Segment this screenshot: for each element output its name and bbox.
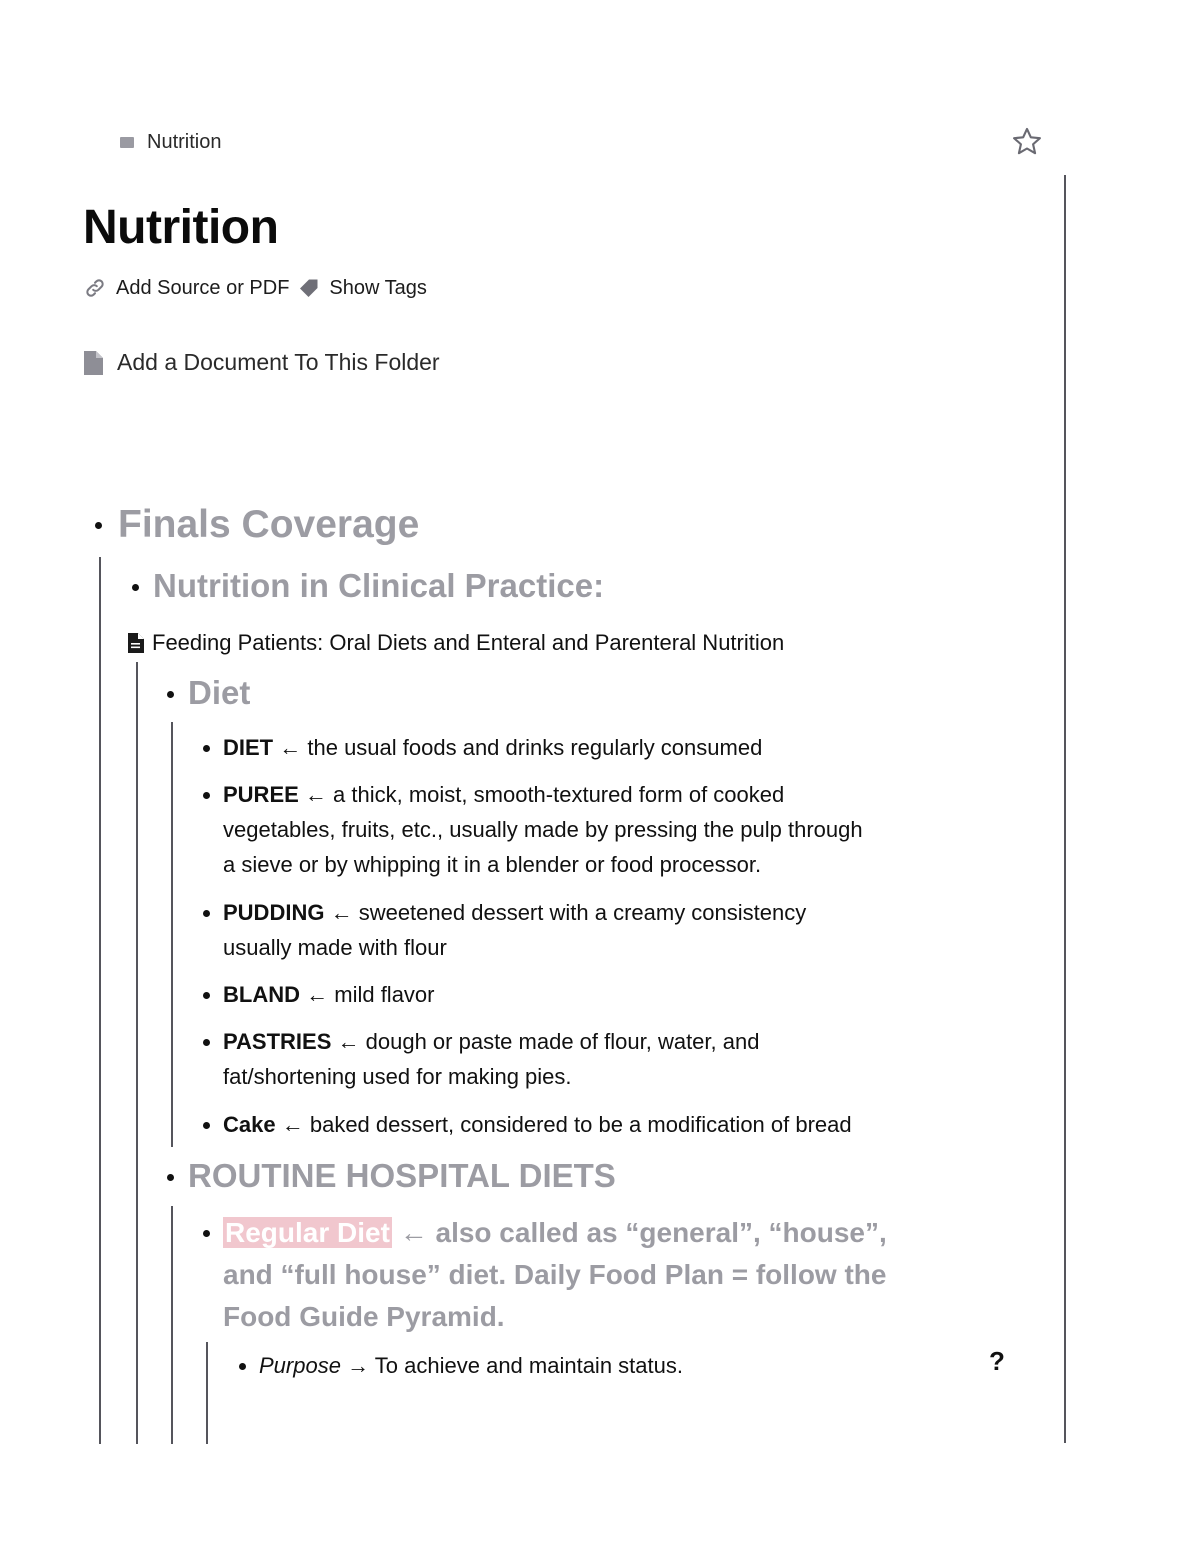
folder-icon xyxy=(120,137,134,148)
linked-document-title[interactable]: Feeding Patients: Oral Diets and Enteral and Parenteral Nutrition xyxy=(152,630,785,655)
bullet[interactable] xyxy=(132,584,139,591)
right-margin-line xyxy=(1064,175,1066,1443)
add-document-row[interactable] xyxy=(84,349,440,376)
list-item[interactable] xyxy=(223,895,983,965)
arrow-left-icon: ← xyxy=(306,982,329,1007)
term: DIET xyxy=(223,735,274,760)
definition: Food Guide Pyramid. xyxy=(223,1301,505,1332)
bullet[interactable] xyxy=(203,1230,210,1237)
outline-heading-diet[interactable]: Diet xyxy=(188,674,251,711)
bullet[interactable] xyxy=(239,1363,246,1370)
outline-heading-finals[interactable]: Finals Coverage xyxy=(118,503,420,546)
term: PUREE xyxy=(223,782,299,807)
outline-guide-line xyxy=(171,1206,173,1444)
arrow-left-icon: ← xyxy=(337,1029,360,1054)
tag-icon xyxy=(297,276,321,300)
definition: baked dessert, considered to be a modification of bread xyxy=(309,1112,852,1137)
outline-guide-line xyxy=(206,1342,208,1444)
breadcrumb[interactable]: Nutrition xyxy=(147,131,222,153)
arrow-left-icon: ← xyxy=(399,1217,428,1248)
document-icon xyxy=(128,633,144,653)
arrow-left-icon: ← xyxy=(279,735,302,760)
outline-guide-line xyxy=(99,557,101,1444)
page-title[interactable]: Nutrition xyxy=(83,201,279,254)
outline-guide-line xyxy=(136,662,138,1444)
add-source-button[interactable]: Add Source or PDF xyxy=(116,276,290,299)
document-icon xyxy=(84,351,103,375)
bullet[interactable] xyxy=(203,745,210,752)
definition: fat/shortening used for making pies. xyxy=(223,1064,572,1089)
bullet[interactable] xyxy=(203,992,210,999)
outline-heading-clinical[interactable]: Nutrition in Clinical Practice: xyxy=(153,567,605,604)
definition: the usual foods and drinks regularly consumed xyxy=(307,735,763,760)
definition: dough or paste made of flour, water, and xyxy=(365,1029,760,1054)
linked-document[interactable] xyxy=(128,630,784,656)
definition: sweetened dessert with a creamy consistency xyxy=(358,900,807,925)
definition: a thick, moist, smooth-textured form of cooked xyxy=(333,782,785,807)
star-icon[interactable] xyxy=(1010,125,1044,159)
arrow-left-icon: ← xyxy=(281,1112,304,1137)
term: Purpose xyxy=(259,1353,341,1378)
highlight: Regular Diet xyxy=(225,1217,390,1248)
definition: usually made with flour xyxy=(223,935,447,960)
arrow-right-icon: → xyxy=(347,1353,370,1378)
bullet[interactable] xyxy=(203,1039,210,1046)
definition: mild flavor xyxy=(334,982,435,1007)
list-item-regular-diet[interactable] xyxy=(223,1212,1023,1338)
definition: To achieve and maintain status. xyxy=(374,1353,683,1378)
bullet[interactable] xyxy=(203,910,210,917)
definition: and “full house” diet. Daily Food Plan = follow the xyxy=(223,1259,887,1290)
list-item[interactable] xyxy=(223,1024,983,1094)
bullet[interactable] xyxy=(95,522,102,529)
term: BLAND xyxy=(223,982,300,1007)
bullet[interactable] xyxy=(167,691,174,698)
link-icon xyxy=(84,277,106,299)
add-document-button[interactable]: Add a Document To This Folder xyxy=(117,349,440,375)
list-item-purpose[interactable] xyxy=(259,1348,683,1383)
list-item[interactable] xyxy=(223,730,762,765)
help-icon[interactable]: ? xyxy=(989,1346,1005,1376)
definition: also called as “general”, “house”, xyxy=(435,1217,887,1248)
outline-heading-routine[interactable]: ROUTINE HOSPITAL DIETS xyxy=(188,1157,616,1194)
term: PASTRIES xyxy=(223,1029,332,1054)
meta-actions xyxy=(84,276,427,300)
arrow-left-icon: ← xyxy=(330,900,353,925)
bullet[interactable] xyxy=(167,1174,174,1181)
list-item[interactable] xyxy=(223,977,435,1012)
definition: vegetables, fruits, etc., usually made by pressing the pulp through xyxy=(223,817,863,842)
list-item[interactable] xyxy=(223,1107,852,1142)
bullet[interactable] xyxy=(203,792,210,799)
bullet[interactable] xyxy=(203,1122,210,1129)
list-item[interactable] xyxy=(223,777,983,882)
term: Cake xyxy=(223,1112,276,1137)
definition: a sieve or by whipping it in a blender or food processor. xyxy=(223,852,762,877)
show-tags-button[interactable]: Show Tags xyxy=(329,276,427,299)
outline-guide-line xyxy=(171,722,173,1147)
arrow-left-icon: ← xyxy=(304,782,327,807)
term: PUDDING xyxy=(223,900,325,925)
